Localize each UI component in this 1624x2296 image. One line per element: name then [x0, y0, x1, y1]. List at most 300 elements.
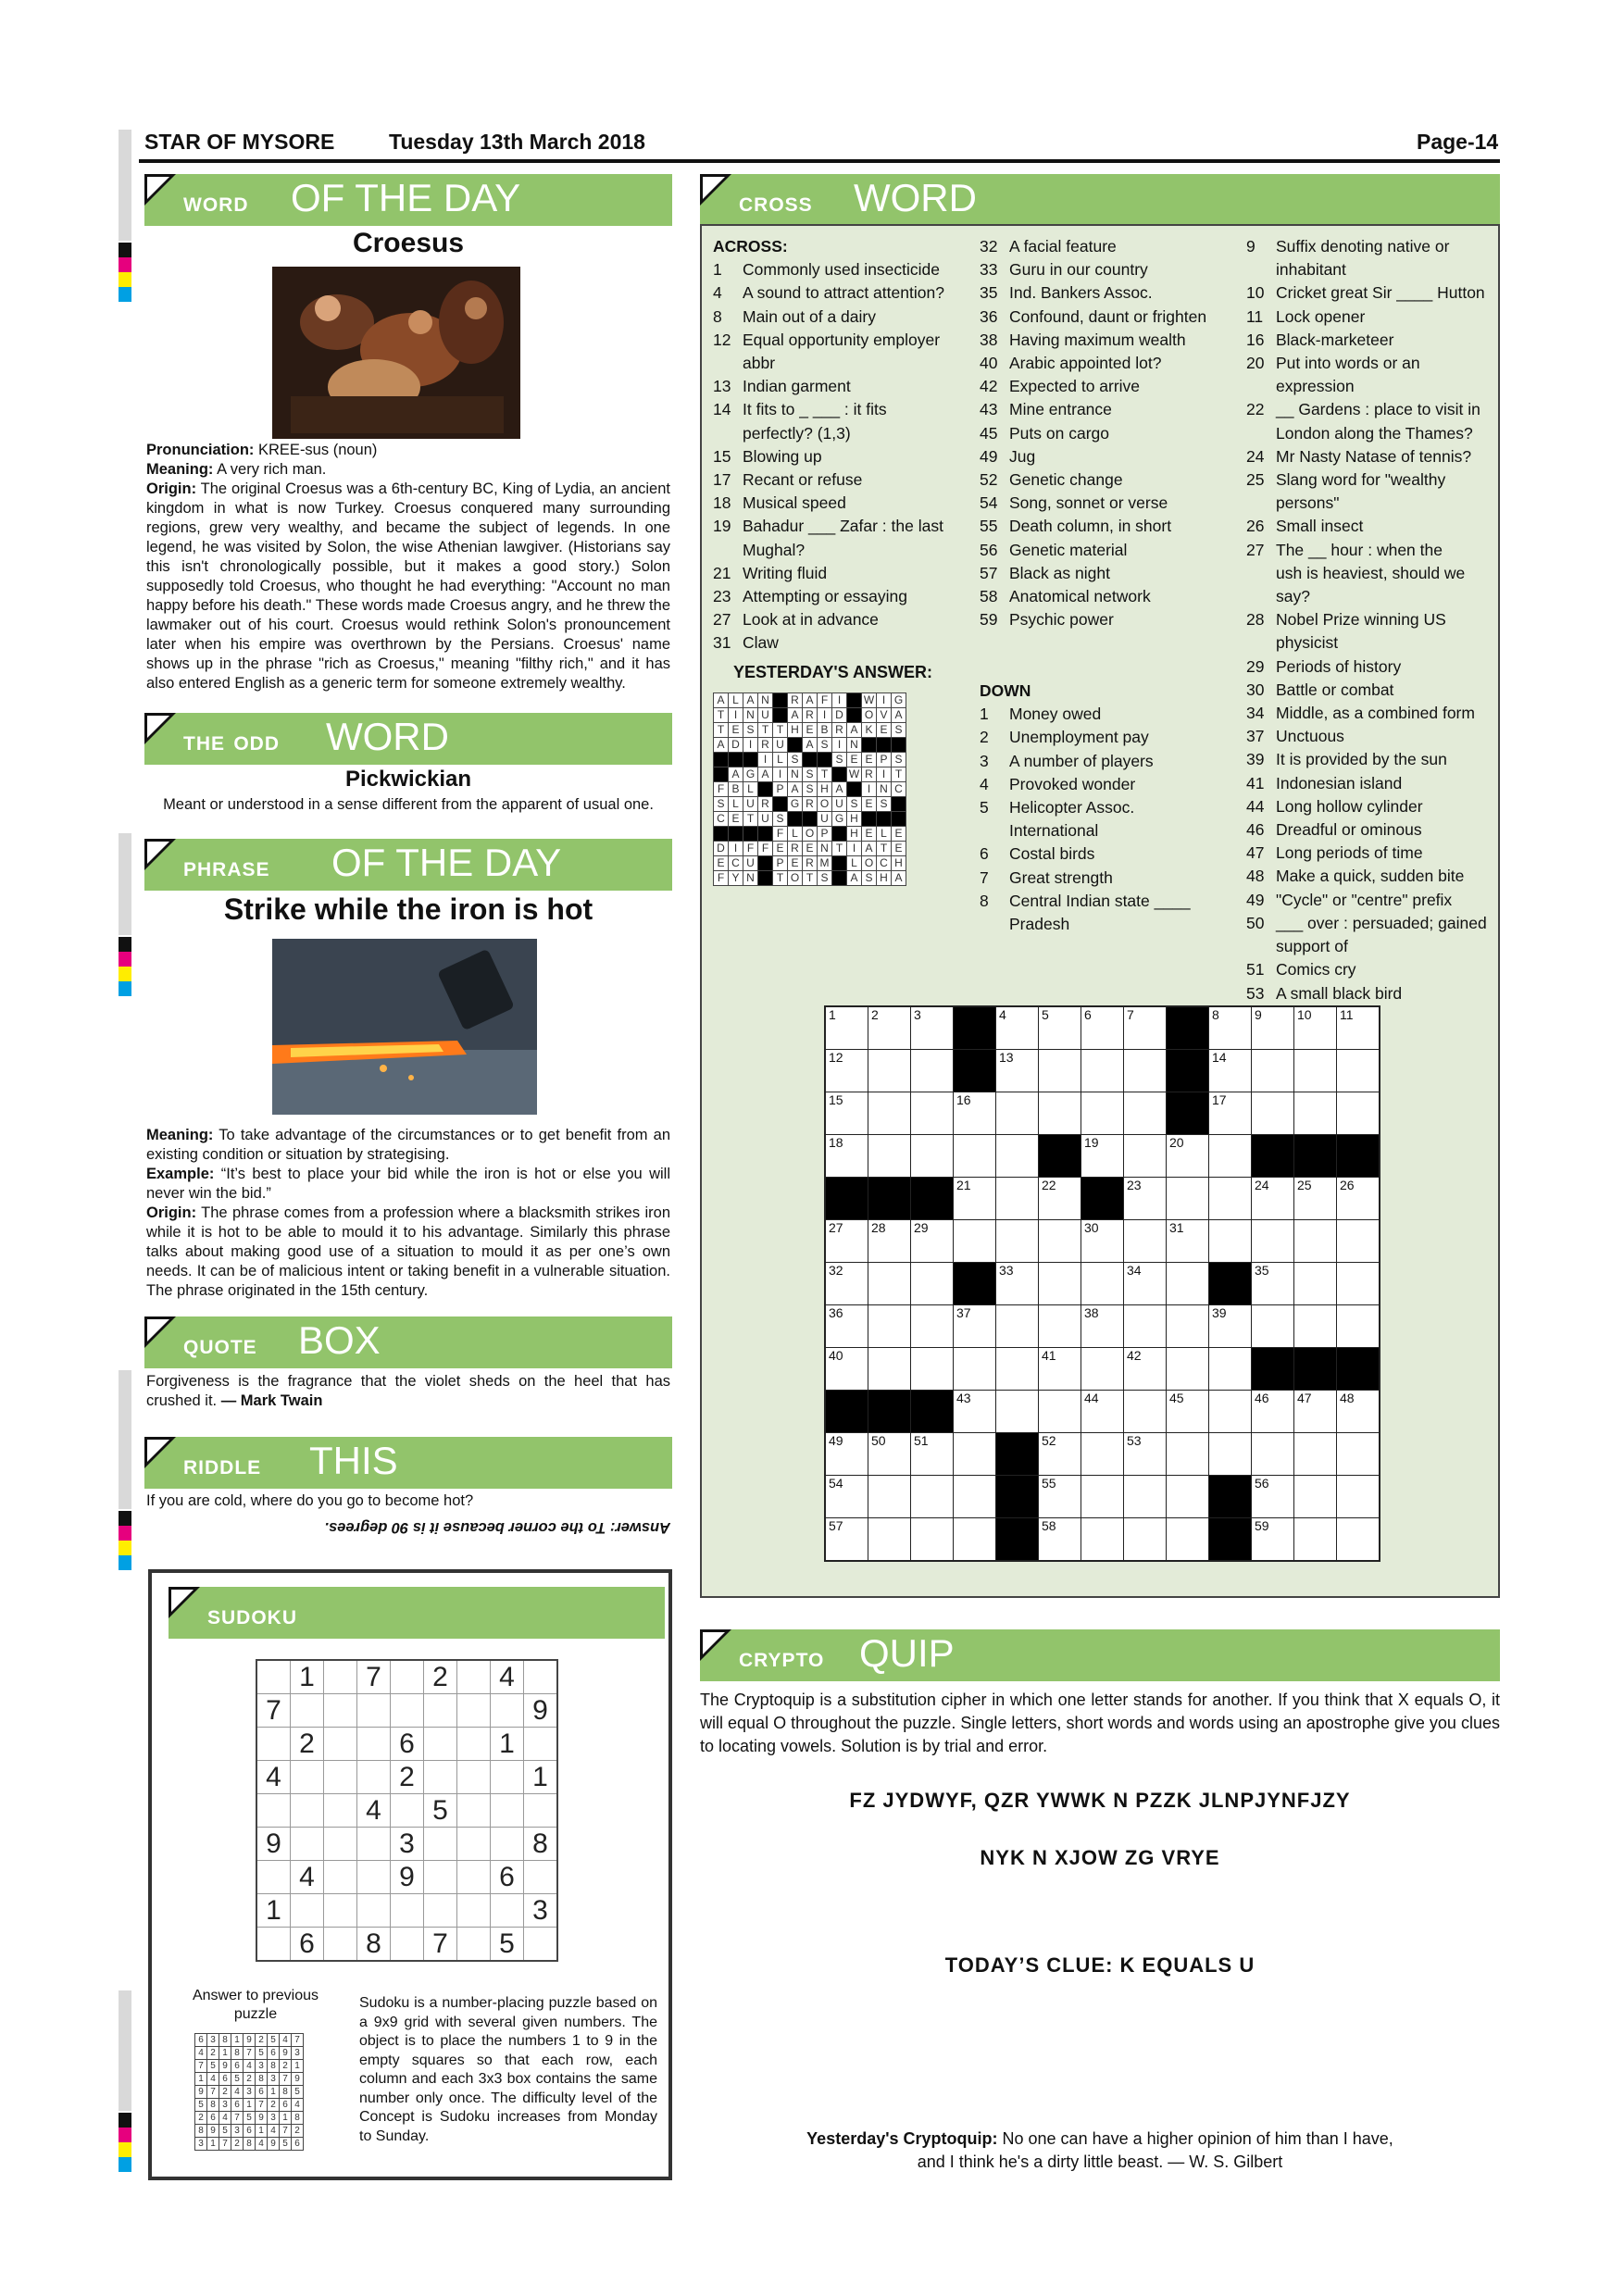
- sudoku-cell[interactable]: [291, 1794, 323, 1827]
- crossword-cell[interactable]: 15: [826, 1092, 868, 1134]
- answer-cell: [773, 693, 787, 707]
- margin-bar: [119, 130, 131, 241]
- answer-cell: 3: [256, 2060, 267, 2072]
- crossword-cell[interactable]: 13: [996, 1050, 1038, 1092]
- sudoku-cell[interactable]: [324, 1728, 356, 1760]
- crossword-cell[interactable]: [911, 1518, 953, 1560]
- answer-cell: L: [788, 827, 802, 841]
- sudoku-cell[interactable]: [524, 1661, 556, 1693]
- crossword-cell[interactable]: 53: [1124, 1433, 1166, 1475]
- crossword-cell[interactable]: 34: [1124, 1263, 1166, 1304]
- crossword-cell[interactable]: 48: [1337, 1391, 1379, 1432]
- crossword-cell[interactable]: [868, 1263, 910, 1304]
- crossword-cell[interactable]: 16: [954, 1092, 995, 1134]
- sudoku-cell[interactable]: 6: [391, 1728, 423, 1760]
- answer-cell: [862, 812, 876, 826]
- answer-cell: U: [758, 812, 772, 826]
- sudoku-cell[interactable]: [291, 1761, 323, 1793]
- sudoku-cell[interactable]: [424, 1828, 456, 1860]
- crossword-cell[interactable]: [1337, 1305, 1379, 1347]
- answer-cell: 9: [256, 2112, 267, 2124]
- crossword-cell[interactable]: [1209, 1433, 1251, 1475]
- crossword-cell[interactable]: [1294, 1050, 1336, 1092]
- crossword-cell[interactable]: 41: [1039, 1348, 1081, 1390]
- sudoku-cell[interactable]: 9: [391, 1861, 423, 1893]
- crossword-cell[interactable]: [911, 1305, 953, 1347]
- crossword-cell[interactable]: 2: [868, 1007, 910, 1049]
- sudoku-cell[interactable]: [391, 1928, 423, 1960]
- crossword-cell[interactable]: [1209, 1178, 1251, 1219]
- answer-cell: 4: [280, 2034, 291, 2046]
- answer-cell: [832, 767, 846, 781]
- clue-item: 13 Indian garment: [713, 377, 851, 396]
- sudoku-cell[interactable]: 9: [524, 1694, 556, 1727]
- crossword-cell[interactable]: 59: [1252, 1518, 1293, 1560]
- sudoku-cell[interactable]: [457, 1661, 490, 1693]
- crossword-cell[interactable]: [1124, 1050, 1166, 1092]
- answer-cell: E: [788, 856, 802, 870]
- sudoku-cell[interactable]: [324, 1661, 356, 1693]
- sudoku-cell[interactable]: [257, 1928, 290, 1960]
- crossword-cell[interactable]: [1081, 1092, 1123, 1134]
- crossword-cell[interactable]: 55: [1039, 1476, 1081, 1517]
- sudoku-cell[interactable]: [491, 1694, 523, 1727]
- crossword-cell[interactable]: [911, 1135, 953, 1177]
- odd-word-meaning: Meant or understood in a sense different from the apparent of usual one.: [163, 796, 654, 813]
- answer-cell: [862, 738, 876, 752]
- crossword-cell[interactable]: [954, 1348, 995, 1390]
- crossword-cell[interactable]: [1252, 1092, 1293, 1134]
- crossword-cell[interactable]: [996, 1391, 1038, 1432]
- crossword-cell[interactable]: 27: [826, 1220, 868, 1262]
- crossword-cell[interactable]: 47: [1294, 1391, 1336, 1432]
- yesterdays-cryptoquip: Yesterday's Cryptoquip: No one can have a higher opinion of him than I have, and I think he's a dirty little beast. — W. S. Gilbert: [806, 2129, 1393, 2171]
- crossword-cell[interactable]: [996, 1135, 1038, 1177]
- crossword-cell[interactable]: [954, 1220, 995, 1262]
- crossword-cell[interactable]: [1337, 1263, 1379, 1304]
- crossword-cell[interactable]: 31: [1167, 1220, 1208, 1262]
- sudoku-cell[interactable]: [491, 1794, 523, 1827]
- crossword-cell[interactable]: [1081, 1348, 1123, 1390]
- sudoku-cell[interactable]: 1: [491, 1728, 523, 1760]
- crossword-cell[interactable]: 42: [1124, 1348, 1166, 1390]
- crossword-cell[interactable]: [1167, 1518, 1208, 1560]
- crossword-cell[interactable]: 45: [1167, 1391, 1208, 1432]
- crossword-cell[interactable]: [1209, 1348, 1251, 1390]
- sudoku-cell[interactable]: [457, 1928, 490, 1960]
- sudoku-cell[interactable]: [257, 1861, 290, 1893]
- crossword-cell[interactable]: 58: [1039, 1518, 1081, 1560]
- cryptoquip-clue: TODAY’S CLUE: K EQUALS U: [944, 1953, 1255, 1977]
- crossword-cell[interactable]: 36: [826, 1305, 868, 1347]
- sudoku-cell[interactable]: [357, 1728, 390, 1760]
- sudoku-cell[interactable]: [424, 1894, 456, 1927]
- clue-item: 19 Bahadur ___ Zafar : the last: [713, 517, 943, 536]
- sudoku-cell[interactable]: 2: [291, 1728, 323, 1760]
- crossword-cell[interactable]: [1294, 1305, 1336, 1347]
- clue-item: 8 Central Indian state ____: [980, 891, 1191, 910]
- sudoku-cell[interactable]: [324, 1861, 356, 1893]
- sudoku-cell[interactable]: 4: [357, 1794, 390, 1827]
- answer-cell: 1: [292, 2060, 303, 2072]
- answer-cell: 4: [244, 2060, 255, 2072]
- answer-cell: E: [847, 753, 861, 767]
- sudoku-cell[interactable]: 4: [291, 1861, 323, 1893]
- crossword-cell[interactable]: [1294, 1263, 1336, 1304]
- crossword-cell[interactable]: [868, 1305, 910, 1347]
- answer-cell: O: [803, 827, 817, 841]
- sudoku-cell[interactable]: 6: [491, 1861, 523, 1893]
- crossword-cell[interactable]: [1081, 1433, 1123, 1475]
- crossword-cell[interactable]: 40: [826, 1348, 868, 1390]
- crossword-cell[interactable]: 37: [954, 1305, 995, 1347]
- answer-cell: I: [758, 753, 772, 767]
- sudoku-cell[interactable]: 5: [424, 1794, 456, 1827]
- sudoku-cell[interactable]: 2: [391, 1761, 423, 1793]
- answer-cell: D: [729, 738, 743, 752]
- sudoku-cell[interactable]: 6: [291, 1928, 323, 1960]
- crossword-cell[interactable]: [911, 1092, 953, 1134]
- crossword-cell[interactable]: [1039, 1092, 1081, 1134]
- crossword-cell[interactable]: [1294, 1220, 1336, 1262]
- crossword-cell[interactable]: [1167, 1263, 1208, 1304]
- crossword-cell[interactable]: 5: [1039, 1007, 1081, 1049]
- crossword-cell[interactable]: [1252, 1220, 1293, 1262]
- cryptoquip-intro: The Cryptoquip is a substitution cipher in which one letter stands for another. If you think that X equals O, it will equal O throughout the puzzle. Single letters, short words and words using an apostrophe give you clues to locating vowels. Solution is by trial and error.: [700, 1691, 1500, 1755]
- answer-cell: 3: [231, 2125, 243, 2137]
- crossword-cell[interactable]: 38: [1081, 1305, 1123, 1347]
- crossword-cell[interactable]: [868, 1348, 910, 1390]
- crossword-cell[interactable]: 19: [1081, 1135, 1123, 1177]
- sudoku-cell[interactable]: 7: [424, 1928, 456, 1960]
- crossword-cell[interactable]: [996, 1178, 1038, 1219]
- crossword-cell[interactable]: 35: [1252, 1263, 1293, 1304]
- crossword-cell[interactable]: 8: [1209, 1007, 1251, 1049]
- crossword-cell[interactable]: 9: [1252, 1007, 1293, 1049]
- black-square: [1337, 1348, 1379, 1390]
- crossword-cell[interactable]: [1337, 1518, 1379, 1560]
- issue-date: Tuesday 13th March 2018: [389, 130, 645, 154]
- answer-cell: A: [847, 723, 861, 737]
- sudoku-cell[interactable]: 1: [524, 1761, 556, 1793]
- crossword-cell[interactable]: [1167, 1178, 1208, 1219]
- clue-item: 46 Dreadful or ominous: [1246, 820, 1422, 840]
- sudoku-cell[interactable]: [391, 1661, 423, 1693]
- sudoku-cell[interactable]: [424, 1694, 456, 1727]
- sudoku-cell[interactable]: 2: [424, 1661, 456, 1693]
- crossword-cell[interactable]: 29: [911, 1220, 953, 1262]
- crossword-cell[interactable]: [911, 1263, 953, 1304]
- croesus-painting-image: [272, 267, 520, 439]
- crossword-cell[interactable]: [1124, 1220, 1166, 1262]
- sudoku-cell[interactable]: [357, 1694, 390, 1727]
- sudoku-cell[interactable]: [257, 1661, 290, 1693]
- sudoku-cell[interactable]: [291, 1894, 323, 1927]
- crossword-cell[interactable]: [1337, 1050, 1379, 1092]
- sudoku-cell[interactable]: [457, 1694, 490, 1727]
- crossword-cell[interactable]: [1252, 1050, 1293, 1092]
- crossword-cell[interactable]: 11: [1337, 1007, 1379, 1049]
- crossword-cell[interactable]: [1209, 1220, 1251, 1262]
- clue-item: 1 Money owed: [980, 705, 1102, 724]
- sudoku-cell[interactable]: 8: [357, 1928, 390, 1960]
- answer-cell: N: [877, 782, 891, 796]
- answer-cell: D: [714, 842, 728, 855]
- crossword-cell[interactable]: 43: [954, 1391, 995, 1432]
- black-square: [868, 1391, 910, 1432]
- sudoku-cell[interactable]: [524, 1928, 556, 1960]
- answer-cell: I: [743, 738, 757, 752]
- crossword-cell[interactable]: 57: [826, 1518, 868, 1560]
- crossword-cell[interactable]: 21: [954, 1178, 995, 1219]
- clue-item: 38 Having maximum wealth: [980, 330, 1186, 349]
- crossword-cell[interactable]: [1337, 1476, 1379, 1517]
- crossword-cell[interactable]: [1252, 1433, 1293, 1475]
- sudoku-cell[interactable]: [324, 1928, 356, 1960]
- answer-cell: 7: [231, 2112, 243, 2124]
- sudoku-cell[interactable]: [391, 1694, 423, 1727]
- crossword-cell[interactable]: [868, 1476, 910, 1517]
- sudoku-cell[interactable]: [524, 1728, 556, 1760]
- sudoku-cell[interactable]: 1: [257, 1894, 290, 1927]
- answer-cell: T: [818, 767, 831, 781]
- crossword-cell[interactable]: [1124, 1305, 1166, 1347]
- crossword-cell[interactable]: [1167, 1433, 1208, 1475]
- sudoku-cell[interactable]: [357, 1894, 390, 1927]
- crossword-cell[interactable]: [1124, 1518, 1166, 1560]
- sudoku-cell[interactable]: [257, 1728, 290, 1760]
- answer-cell: [758, 827, 772, 841]
- crossword-cell[interactable]: [868, 1092, 910, 1134]
- crossword-cell[interactable]: 23: [1124, 1178, 1166, 1219]
- crossword-cell[interactable]: 20: [1167, 1135, 1208, 1177]
- crossword-cell[interactable]: [1209, 1135, 1251, 1177]
- answer-cell: H: [847, 812, 861, 826]
- sudoku-cell[interactable]: [424, 1761, 456, 1793]
- answer-cell: R: [832, 723, 846, 737]
- crossword-cell[interactable]: 17: [1209, 1092, 1251, 1134]
- answer-cell: 5: [280, 2138, 291, 2150]
- answer-cell: A: [803, 738, 817, 752]
- sudoku-cell[interactable]: [457, 1794, 490, 1827]
- crossword-cell[interactable]: [954, 1433, 995, 1475]
- sudoku-cell[interactable]: 9: [257, 1828, 290, 1860]
- crossword-cell[interactable]: 49: [826, 1433, 868, 1475]
- sudoku-cell[interactable]: 4: [257, 1761, 290, 1793]
- crossword-cell[interactable]: 1: [826, 1007, 868, 1049]
- sudoku-cell[interactable]: 7: [357, 1661, 390, 1693]
- crossword-cell[interactable]: [911, 1476, 953, 1517]
- sudoku-cell[interactable]: [424, 1728, 456, 1760]
- crossword-cell[interactable]: 52: [1039, 1433, 1081, 1475]
- crossword-cell[interactable]: [868, 1518, 910, 1560]
- crossword-cell[interactable]: 4: [996, 1007, 1038, 1049]
- crossword-cell[interactable]: 26: [1337, 1178, 1379, 1219]
- sudoku-cell[interactable]: [291, 1694, 323, 1727]
- sudoku-cell[interactable]: [324, 1761, 356, 1793]
- crossword-cell[interactable]: [1039, 1305, 1081, 1347]
- answer-cell: G: [788, 797, 802, 811]
- crossword-cell[interactable]: 54: [826, 1476, 868, 1517]
- sudoku-cell[interactable]: [324, 1694, 356, 1727]
- clue-item: 29 Periods of history: [1246, 656, 1402, 676]
- sudoku-cell[interactable]: 5: [491, 1928, 523, 1960]
- crossword-cell[interactable]: [1124, 1476, 1166, 1517]
- crossword-cell[interactable]: [911, 1348, 953, 1390]
- answer-cell: C: [729, 856, 743, 870]
- answer-cell: S: [714, 797, 728, 811]
- sudoku-cell[interactable]: [391, 1794, 423, 1827]
- crossword-cell[interactable]: 3: [911, 1007, 953, 1049]
- sudoku-cell[interactable]: [457, 1861, 490, 1893]
- answer-cell: 7: [280, 2073, 291, 2085]
- sudoku-cell[interactable]: 3: [391, 1828, 423, 1860]
- crossword-cell[interactable]: [1124, 1391, 1166, 1432]
- sudoku-cell[interactable]: [357, 1828, 390, 1860]
- sudoku-cell[interactable]: [457, 1828, 490, 1860]
- crossword-cell[interactable]: [868, 1050, 910, 1092]
- crossword-cell[interactable]: [954, 1518, 995, 1560]
- crossword-cell[interactable]: [996, 1348, 1038, 1390]
- answer-cell: S: [773, 812, 787, 826]
- crossword-cell[interactable]: 6: [1081, 1007, 1123, 1049]
- sudoku-cell[interactable]: 8: [524, 1828, 556, 1860]
- crossword-cell[interactable]: [1337, 1220, 1379, 1262]
- crossword-cell[interactable]: [1081, 1476, 1123, 1517]
- crossword-cell[interactable]: 14: [1209, 1050, 1251, 1092]
- sudoku-cell[interactable]: [357, 1761, 390, 1793]
- crossword-grid[interactable]: [824, 1005, 1380, 1562]
- crossword-cell[interactable]: [1039, 1050, 1081, 1092]
- answer-cell: 8: [207, 2099, 219, 2111]
- crossword-cell[interactable]: 50: [868, 1433, 910, 1475]
- crossword-cell[interactable]: [1294, 1433, 1336, 1475]
- crossword-cell[interactable]: 39: [1209, 1305, 1251, 1347]
- crossword-cell[interactable]: [1039, 1263, 1081, 1304]
- crossword-cell[interactable]: [1081, 1518, 1123, 1560]
- answer-cell: N: [818, 842, 831, 855]
- sudoku-cell[interactable]: [357, 1861, 390, 1893]
- sudoku-cell[interactable]: [524, 1861, 556, 1893]
- black-square: [1167, 1007, 1208, 1049]
- crossword-cell[interactable]: [911, 1050, 953, 1092]
- crossword-cell[interactable]: 28: [868, 1220, 910, 1262]
- crossword-cell[interactable]: [996, 1220, 1038, 1262]
- answer-cell: T: [892, 767, 906, 781]
- black-square: [1081, 1178, 1123, 1219]
- crossword-cell[interactable]: [996, 1305, 1038, 1347]
- crossword-cell[interactable]: 46: [1252, 1391, 1293, 1432]
- sudoku-cell[interactable]: [424, 1861, 456, 1893]
- crossword-cell[interactable]: [996, 1092, 1038, 1134]
- answer-cell: A: [832, 782, 846, 796]
- answer-cell: A: [788, 782, 802, 796]
- sudoku-cell[interactable]: [291, 1828, 323, 1860]
- answer-cell: O: [788, 871, 802, 885]
- crossword-cell[interactable]: [868, 1135, 910, 1177]
- crossword-cell[interactable]: [1294, 1518, 1336, 1560]
- clue-item: 5 Helicopter Assoc.: [980, 798, 1135, 817]
- crossword-cell[interactable]: 10: [1294, 1007, 1336, 1049]
- sudoku-cell[interactable]: [457, 1761, 490, 1793]
- sudoku-cell[interactable]: [324, 1794, 356, 1827]
- crossword-cell[interactable]: 25: [1294, 1178, 1336, 1219]
- sudoku-cell[interactable]: 4: [491, 1661, 523, 1693]
- sudoku-cell[interactable]: [457, 1728, 490, 1760]
- answer-cell: S: [892, 753, 906, 767]
- answer-cell: E: [862, 753, 876, 767]
- crossword-cell[interactable]: 7: [1124, 1007, 1166, 1049]
- crossword-cell[interactable]: 33: [996, 1263, 1038, 1304]
- sudoku-cell[interactable]: [257, 1794, 290, 1827]
- crossword-cell[interactable]: [954, 1476, 995, 1517]
- sudoku-cell[interactable]: [457, 1894, 490, 1927]
- crossword-cell[interactable]: [1039, 1391, 1081, 1432]
- crossword-cell[interactable]: [1039, 1220, 1081, 1262]
- crossword-cell[interactable]: 44: [1081, 1391, 1123, 1432]
- clue-item: 24 Mr Nasty Natase of tennis?: [1246, 446, 1472, 466]
- crossword-cell[interactable]: 12: [826, 1050, 868, 1092]
- crossword-cell[interactable]: [1294, 1476, 1336, 1517]
- answer-cell: U: [758, 708, 772, 722]
- crossword-cell[interactable]: 32: [826, 1263, 868, 1304]
- crossword-cell[interactable]: [1167, 1348, 1208, 1390]
- crossword-cell[interactable]: [1337, 1092, 1379, 1134]
- sudoku-cell[interactable]: 3: [524, 1894, 556, 1927]
- answer-cell: R: [862, 767, 876, 781]
- clue-item: Pradesh: [1009, 915, 1070, 934]
- sudoku-cell[interactable]: [324, 1894, 356, 1927]
- black-square: [868, 1178, 910, 1219]
- crossword-cell[interactable]: 30: [1081, 1220, 1123, 1262]
- riddle-banner: riddle THIS: [144, 1437, 672, 1489]
- answer-cell: 7: [244, 2047, 255, 2059]
- crossword-cell[interactable]: [1209, 1391, 1251, 1432]
- crossword-cell[interactable]: [1167, 1476, 1208, 1517]
- crossword-cell[interactable]: 24: [1252, 1178, 1293, 1219]
- answer-cell: 4: [195, 2047, 206, 2059]
- crossword-cell[interactable]: [1167, 1305, 1208, 1347]
- crossword-cell[interactable]: [1124, 1092, 1166, 1134]
- crossword-cell[interactable]: [1081, 1050, 1123, 1092]
- sudoku-cell[interactable]: [491, 1894, 523, 1927]
- crossword-cell[interactable]: 22: [1039, 1178, 1081, 1219]
- sudoku-grid[interactable]: [256, 1659, 558, 1962]
- answer-cell: [758, 871, 772, 885]
- sudoku-cell[interactable]: 7: [257, 1694, 290, 1727]
- cryptoquip-line-2: NYK N XJOW ZG VRYE: [980, 1846, 1220, 1869]
- crossword-cell[interactable]: 51: [911, 1433, 953, 1475]
- crossword-cell[interactable]: 56: [1252, 1476, 1293, 1517]
- crossword-cell[interactable]: [954, 1135, 995, 1177]
- crossword-cell[interactable]: [1081, 1263, 1123, 1304]
- sudoku-cell[interactable]: [324, 1828, 356, 1860]
- clue-item: 36 Confound, daunt or frighten: [980, 306, 1207, 326]
- answer-cell: C: [877, 856, 891, 870]
- answer-cell: H: [788, 723, 802, 737]
- crossword-cell[interactable]: [1337, 1433, 1379, 1475]
- sudoku-cell[interactable]: [491, 1828, 523, 1860]
- sudoku-cell[interactable]: [391, 1894, 423, 1927]
- crossword-cell[interactable]: [1294, 1092, 1336, 1134]
- sudoku-cell[interactable]: [491, 1761, 523, 1793]
- crossword-cell[interactable]: 18: [826, 1135, 868, 1177]
- sudoku-cell[interactable]: 1: [291, 1661, 323, 1693]
- sudoku-cell[interactable]: [524, 1794, 556, 1827]
- crossword-cell[interactable]: [1124, 1135, 1166, 1177]
- clue-item: Mughal?: [743, 540, 806, 559]
- crossword-cell[interactable]: [1252, 1305, 1293, 1347]
